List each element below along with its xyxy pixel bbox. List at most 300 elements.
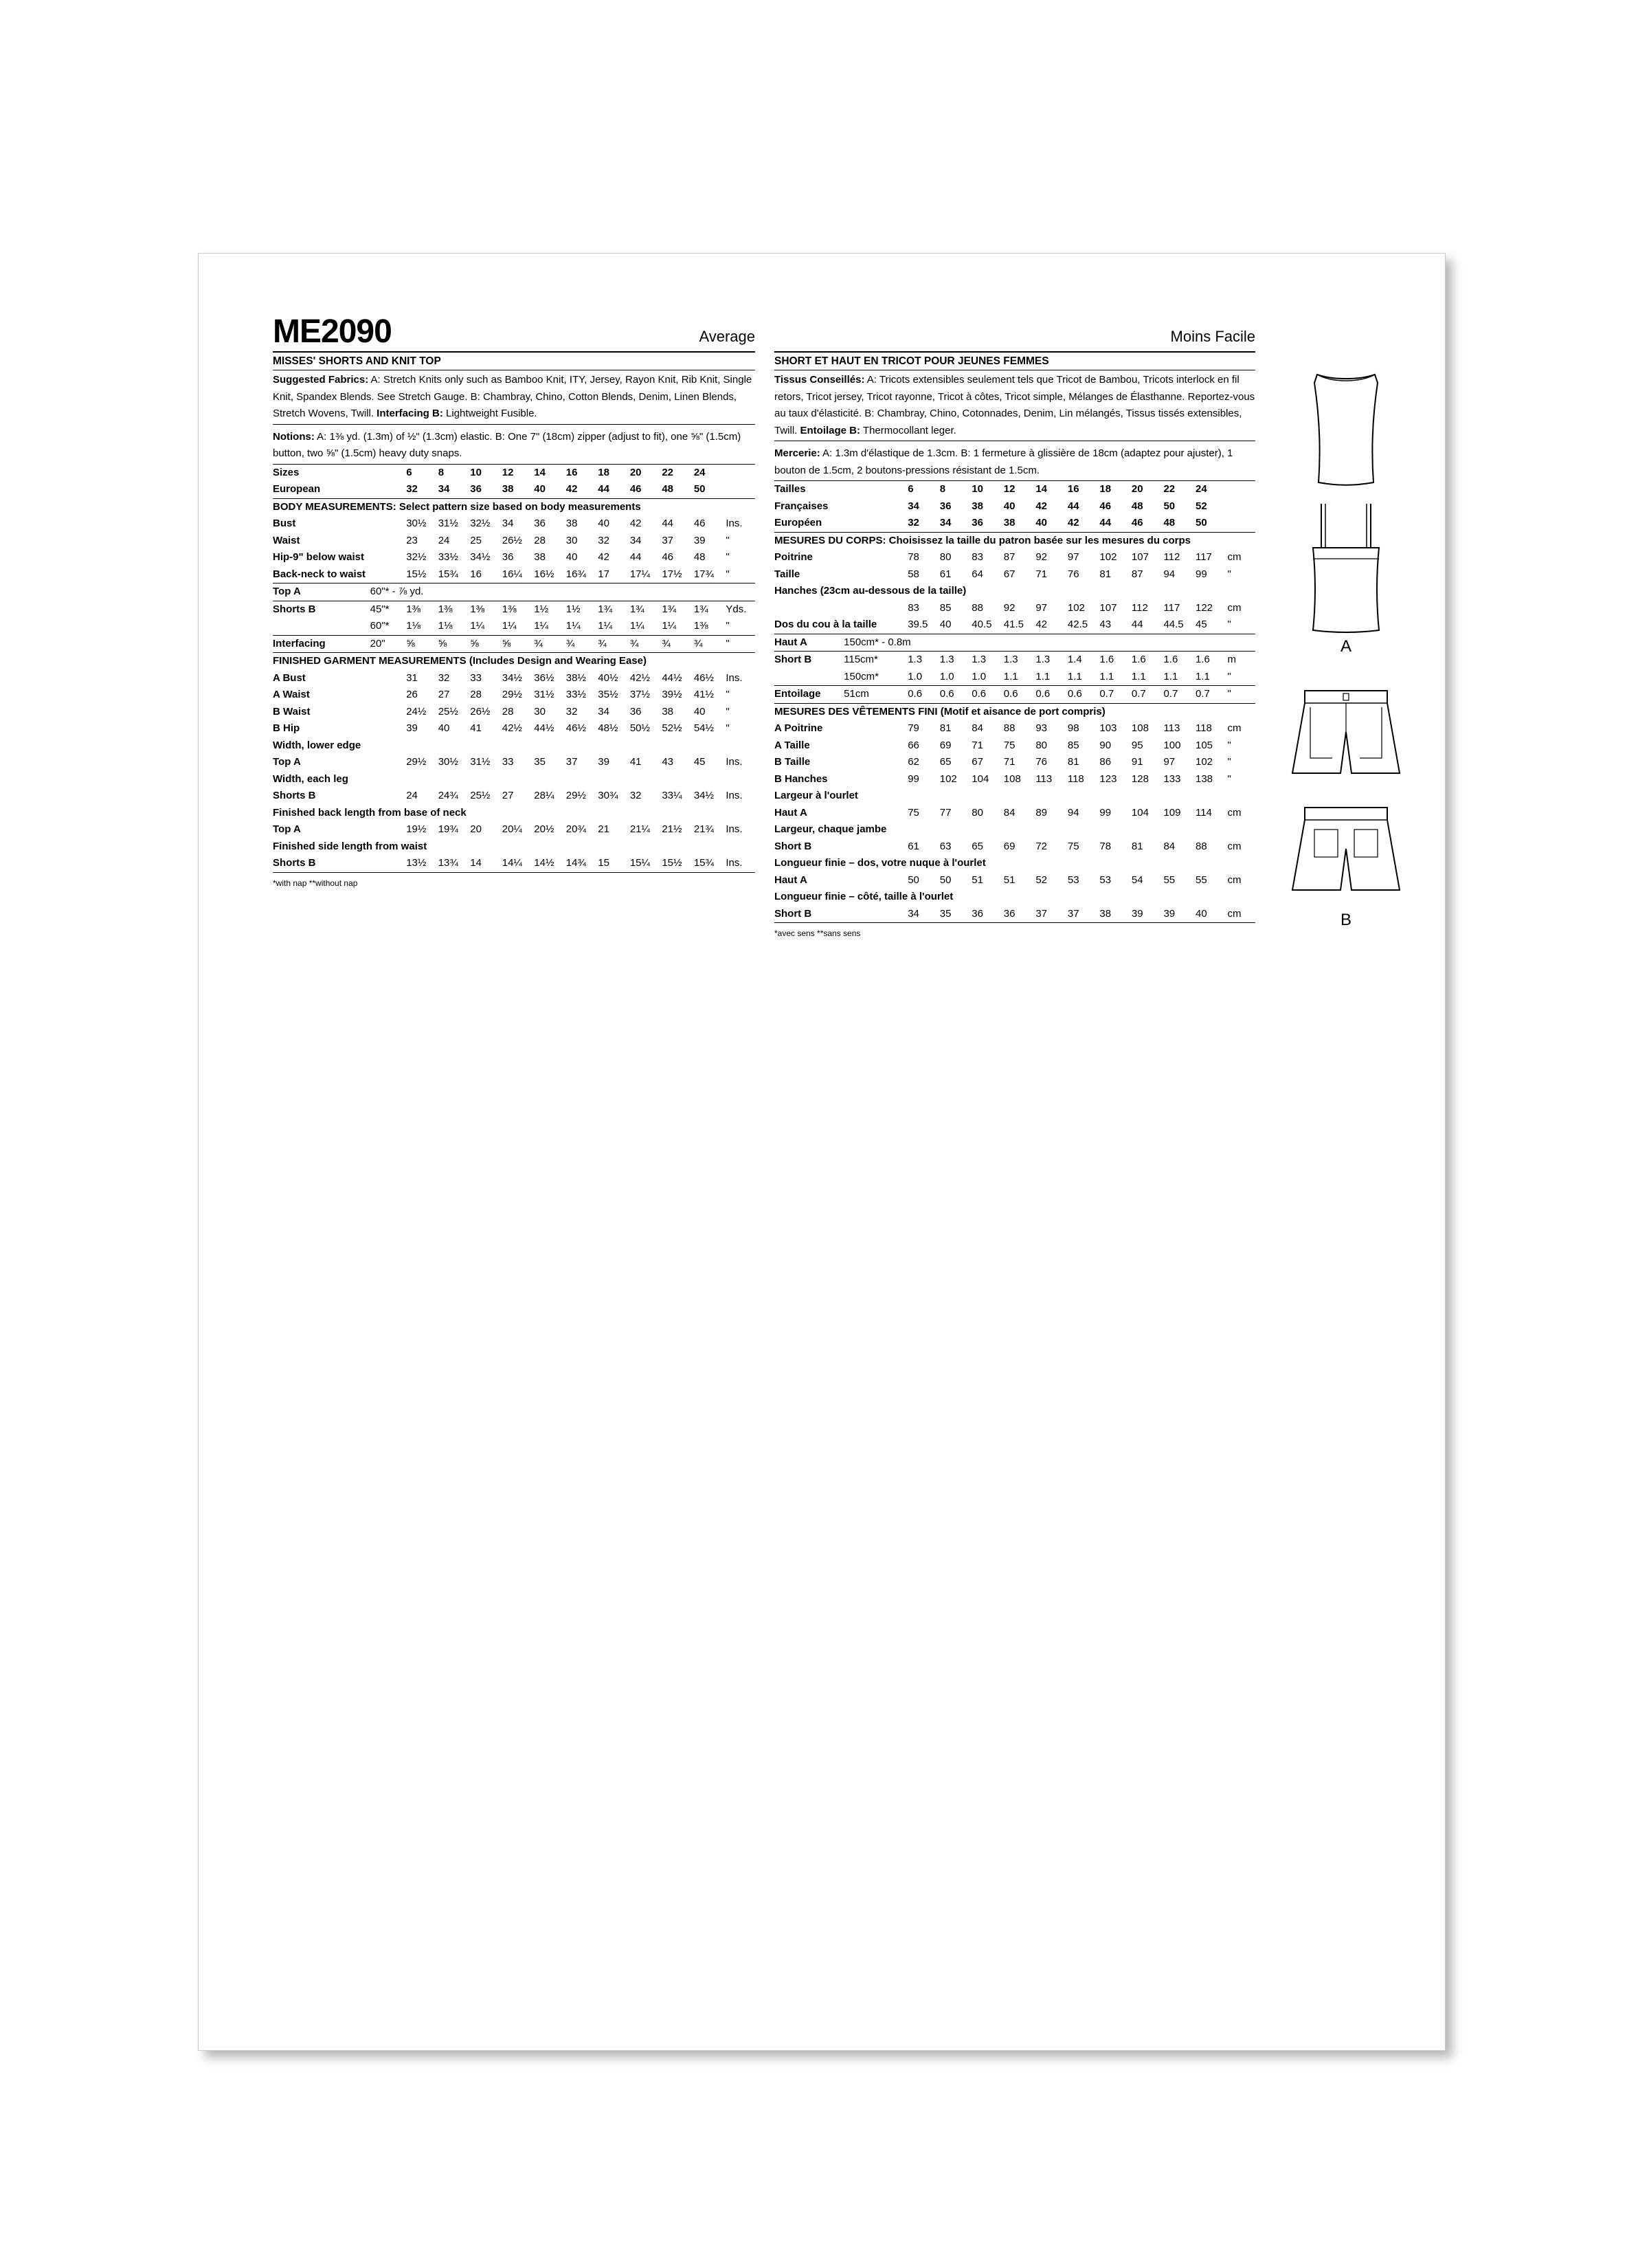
size-value: 133: [1163, 772, 1181, 785]
size-value: 77: [939, 806, 952, 819]
size-value: 15¾: [438, 566, 471, 583]
size-value: 29½: [565, 790, 586, 801]
size-value: 21: [598, 823, 609, 835]
unit: ": [726, 635, 755, 653]
table-row: [273, 670, 755, 687]
table-row: [273, 855, 755, 872]
size-value: 1¼: [534, 618, 566, 635]
unit: cm: [1227, 601, 1242, 614]
size-value: 32: [908, 515, 940, 532]
size-value: 62: [908, 756, 919, 768]
unit: ": [726, 551, 730, 563]
size-value: 99: [1099, 806, 1112, 819]
size-value: [972, 634, 1004, 652]
fabric-width: [370, 533, 407, 550]
size-value: 40: [1196, 906, 1228, 923]
size-value: 12: [1003, 483, 1016, 495]
size-value: 50: [694, 481, 726, 498]
size-value: 42.5: [1068, 616, 1100, 634]
table-row: [774, 754, 1255, 771]
size-value: 14½: [534, 855, 566, 872]
size-value: 33½: [565, 689, 586, 700]
size-value: 88: [1195, 840, 1207, 852]
size-value: 85: [939, 601, 952, 614]
size-value: 97: [1067, 551, 1079, 563]
size-value: 76: [1035, 756, 1048, 768]
row-label: A Bust: [273, 671, 306, 684]
size-value: 44½: [662, 671, 682, 684]
french-header: [774, 317, 1255, 347]
table-row: [774, 805, 1255, 822]
size-value: 36: [972, 515, 1004, 532]
size-value: 1¼: [598, 618, 630, 635]
size-value: 0.7: [1132, 686, 1164, 704]
row-label: Top A: [273, 756, 301, 768]
size-value: [940, 634, 972, 652]
row-label: Shorts B: [273, 790, 316, 801]
fabric-width: [844, 549, 908, 566]
row-label: Poitrine: [774, 551, 813, 563]
english-measurement-table: [273, 465, 755, 873]
row-label: B Waist: [273, 705, 311, 718]
french-title: SHORT ET HAUT EN TRICOT POUR JEUNES FEMMES: [774, 351, 1255, 370]
size-value: 105: [1195, 739, 1213, 751]
size-value: [908, 634, 940, 652]
size-value: 22: [662, 466, 674, 478]
size-value: ¾: [630, 635, 662, 653]
fabric-width: 45"*: [370, 603, 390, 615]
entoilage-label: Entoilage B:: [800, 424, 861, 436]
french-footnote: *avec sens **sans sens: [774, 929, 861, 938]
french-measurement-table: [774, 481, 1255, 923]
size-value: 41½: [693, 689, 715, 700]
size-value: 31½: [534, 689, 554, 700]
view-a-top-front-illustration: [1277, 369, 1415, 500]
row-label: [774, 669, 844, 686]
mercerie-text: A: 1.3m d'élastique de 1.3cm. B: 1 fermeture à glissière de 18cm (adaptez pour ajuster), 1 bouton de 1.5cm, 2 boutons-pressions résistant de 1.5cm.: [774, 447, 1233, 476]
notions-label: Notions:: [273, 430, 315, 443]
size-value: 0.7: [1099, 686, 1132, 704]
fabric-width: [844, 737, 908, 755]
table-row: [273, 687, 755, 704]
size-value: 34: [629, 534, 642, 546]
size-value: 1.1: [1068, 669, 1100, 686]
size-value: 32: [438, 671, 450, 684]
size-value: 21¼: [629, 823, 651, 835]
tissus-conseilles: [774, 370, 1255, 441]
unit: ": [1228, 669, 1255, 686]
size-value: 89: [1035, 806, 1048, 819]
size-value: 44: [662, 518, 674, 529]
size-value: 26½: [470, 705, 491, 718]
size-value: 45: [1196, 616, 1228, 634]
size-value: 1⅜: [406, 603, 421, 615]
table-row: [774, 600, 1255, 617]
size-value: 112: [1163, 551, 1180, 563]
table-row: [774, 821, 1255, 838]
french-difficulty-level: Moins Facile: [1170, 328, 1255, 345]
size-value: 32: [629, 790, 642, 801]
size-value: 99: [908, 772, 919, 785]
table-row: [774, 481, 1255, 498]
fabric-width: 150cm* - 0.8m: [844, 634, 908, 652]
size-value: 48: [1131, 500, 1143, 512]
size-value: 36½: [534, 671, 554, 684]
size-value: 1.6: [1195, 654, 1210, 665]
table-row: [273, 754, 755, 771]
size-value: 44: [1132, 616, 1164, 634]
size-value: [1132, 634, 1164, 652]
view-b-shorts-back-illustration: [1277, 801, 1415, 911]
table-row: [774, 515, 1255, 532]
table-row: [273, 549, 755, 566]
row-label: A Waist: [273, 689, 310, 700]
table-row: [273, 618, 755, 635]
unit: ": [1228, 686, 1255, 704]
size-value: 30: [534, 705, 546, 718]
size-value: 15½: [406, 566, 438, 583]
size-value: ¾: [534, 635, 566, 653]
size-value: 16: [565, 466, 578, 478]
size-value: 84: [1003, 806, 1016, 819]
table-row: [774, 652, 1255, 669]
table-row: [774, 838, 1255, 856]
row-label: Bust: [273, 518, 296, 529]
unit: Ins.: [726, 823, 743, 835]
size-value: 1.6: [1131, 654, 1146, 665]
size-value: 41.5: [1004, 616, 1036, 634]
size-value: 75: [1067, 840, 1079, 852]
size-value: 12: [502, 466, 514, 478]
size-value: 16¾: [566, 566, 598, 583]
unit: ": [1227, 756, 1231, 768]
table-row: [273, 515, 755, 533]
size-value: 17¾: [694, 566, 726, 583]
size-value: 14: [470, 855, 502, 872]
unit: Yds.: [726, 603, 747, 615]
size-value: 107: [1099, 601, 1117, 614]
fabric-width: [370, 515, 407, 533]
table-row: [273, 465, 755, 482]
size-value: 33: [502, 756, 514, 768]
size-value: 16: [1067, 483, 1079, 495]
size-value: 29½: [406, 756, 427, 768]
pattern-number: ME2090: [273, 313, 392, 350]
size-value: 30: [565, 534, 578, 546]
size-value: 39: [1163, 906, 1196, 923]
size-value: 19½: [406, 823, 427, 835]
size-value: 33: [470, 671, 482, 684]
size-value: 40: [1035, 515, 1068, 532]
size-value: 18: [1099, 483, 1112, 495]
size-value: 102: [1195, 756, 1213, 768]
section-heading: Largeur, chaque jambe: [774, 823, 887, 835]
table-row: [273, 566, 755, 583]
size-value: 40: [598, 518, 609, 529]
size-value: 38: [534, 551, 546, 563]
fabric-width: [370, 566, 407, 583]
size-value: 34: [438, 481, 471, 498]
fabric-width: [844, 754, 908, 771]
table-row: [273, 635, 755, 653]
row-label: Interfacing: [273, 635, 370, 653]
fabric-width: [370, 670, 407, 687]
size-value: 1.0: [908, 669, 940, 686]
size-value: ⅝: [502, 635, 535, 653]
table-row: [273, 788, 755, 805]
size-value: [694, 583, 726, 601]
size-value: ¾: [694, 635, 726, 653]
size-value: 39: [693, 534, 706, 546]
size-value: 78: [908, 551, 919, 563]
size-value: 83: [908, 601, 919, 614]
size-value: 84: [1163, 840, 1176, 852]
row-label: Françaises: [774, 500, 829, 512]
size-value: 40½: [598, 671, 618, 684]
fabric-width: [844, 600, 908, 617]
size-value: 97: [1163, 756, 1176, 768]
size-value: 35: [940, 906, 972, 923]
unit: ": [726, 705, 730, 718]
row-label: Hip-9" below waist: [273, 551, 364, 563]
row-label: Dos du cou à la taille: [774, 616, 844, 634]
size-value: 36: [939, 500, 952, 512]
size-value: 102: [1099, 551, 1117, 563]
section-heading: Finished side length from waist: [273, 840, 427, 852]
size-value: 128: [1131, 772, 1149, 785]
size-value: 39½: [662, 689, 682, 700]
size-value: ¾: [662, 635, 694, 653]
table-row: [273, 838, 755, 856]
size-value: 10: [470, 466, 482, 478]
fabric-width: [370, 481, 407, 498]
table-row: [774, 771, 1255, 788]
section-heading: Width, each leg: [273, 772, 348, 785]
size-value: 32: [598, 534, 609, 546]
size-value: 38: [502, 481, 535, 498]
size-value: [1004, 634, 1036, 652]
size-value: 0.6: [1068, 686, 1100, 704]
size-value: 92: [1035, 551, 1048, 563]
row-label: A Poitrine: [774, 722, 823, 734]
fabric-width: [844, 720, 908, 737]
size-value: 1⅛: [406, 618, 438, 635]
size-value: 14¾: [566, 855, 598, 872]
size-value: 1.1: [1099, 669, 1132, 686]
size-value: 0.6: [940, 686, 972, 704]
unit: [1228, 634, 1255, 652]
size-value: 83: [972, 551, 983, 563]
unit: Ins.: [726, 790, 743, 801]
size-value: 81: [1067, 756, 1079, 768]
size-value: 15½: [662, 855, 694, 872]
fabric-width: 115cm*: [844, 654, 878, 665]
row-label: [774, 600, 844, 617]
size-value: 39: [598, 756, 609, 768]
size-value: 14: [534, 466, 546, 478]
fabric-width: 51cm: [844, 686, 908, 704]
size-value: 64: [972, 568, 983, 580]
size-value: 87: [1131, 568, 1143, 580]
size-value: 36: [1004, 906, 1036, 923]
size-value: 1.0: [972, 669, 1004, 686]
row-label: Short B: [774, 840, 812, 852]
row-label: Entoilage: [774, 686, 844, 704]
size-value: 55: [1195, 874, 1207, 886]
unit: Ins.: [726, 855, 755, 872]
size-value: 38: [1004, 515, 1036, 532]
view-b-shorts-front-illustration: [1277, 684, 1415, 794]
size-value: 40: [940, 616, 972, 634]
size-value: 48: [693, 551, 706, 563]
mercerie: [774, 444, 1255, 481]
fabric-width: [844, 515, 908, 532]
size-value: 113: [1035, 772, 1053, 785]
fabric-width: 150cm*: [844, 669, 908, 686]
unit: ": [726, 689, 730, 700]
size-value: 0.6: [1004, 686, 1036, 704]
size-value: 1¼: [662, 618, 694, 635]
size-value: 46½: [693, 671, 715, 684]
view-b-label: B: [1340, 911, 1351, 929]
size-value: 69: [1003, 840, 1016, 852]
size-value: 15¼: [630, 855, 662, 872]
size-value: 32: [406, 481, 438, 498]
size-value: ¾: [566, 635, 598, 653]
size-value: 39.5: [908, 616, 940, 634]
size-value: [438, 583, 471, 601]
size-value: 1.6: [1163, 654, 1178, 665]
size-value: 102: [1067, 601, 1085, 614]
fabric-width: [844, 805, 908, 822]
unit: ": [1228, 616, 1255, 634]
view-a-label: A: [1340, 637, 1351, 656]
difficulty-level: Average: [699, 328, 755, 345]
size-value: 1⅜: [502, 603, 517, 615]
fabric-width: [370, 720, 407, 737]
section-heading: Width, lower edge: [273, 739, 361, 751]
size-value: 36: [629, 705, 642, 718]
english-footnote: *with nap **without nap: [273, 878, 358, 888]
row-label: Européen: [774, 515, 844, 532]
size-value: 25½: [470, 790, 491, 801]
size-value: 22: [1163, 483, 1176, 495]
table-row: [774, 498, 1255, 515]
size-value: 50: [908, 874, 919, 886]
size-value: [1035, 634, 1068, 652]
size-value: 75: [908, 806, 919, 819]
size-value: 10: [972, 483, 983, 495]
size-value: 40.5: [972, 616, 1004, 634]
size-value: 36: [534, 518, 546, 529]
size-value: 53: [1067, 874, 1079, 886]
size-value: 37: [1068, 906, 1100, 923]
table-row: [273, 771, 755, 788]
size-value: 51: [1003, 874, 1016, 886]
size-value: 6: [908, 483, 914, 495]
size-value: 17½: [662, 566, 694, 583]
size-value: ⅝: [406, 635, 438, 653]
table-row: [774, 788, 1255, 805]
size-value: 122: [1195, 601, 1213, 614]
table-row: [774, 872, 1255, 889]
size-value: 21½: [662, 823, 682, 835]
size-value: 75: [1003, 739, 1016, 751]
size-value: 36: [972, 906, 1004, 923]
size-value: 15: [598, 855, 630, 872]
size-value: 97: [1035, 601, 1048, 614]
size-value: 46: [1132, 515, 1164, 532]
pattern-title: MISSES' SHORTS AND KNIT TOP: [273, 351, 755, 370]
unit: cm: [1227, 840, 1242, 852]
size-value: 50: [1163, 500, 1176, 512]
size-value: 42: [1035, 500, 1048, 512]
size-value: 81: [939, 722, 952, 734]
size-value: 87: [1003, 551, 1016, 563]
size-value: 34: [598, 705, 609, 718]
fabric-width: [844, 481, 908, 498]
size-value: ¾: [598, 635, 630, 653]
size-value: 1¼: [502, 618, 535, 635]
size-value: 46: [1099, 500, 1112, 512]
fabric-width: [844, 906, 908, 923]
size-value: 1½: [565, 603, 581, 615]
unit: cm: [1227, 874, 1242, 886]
row-label: B Hip: [273, 722, 300, 734]
unit: [1228, 515, 1255, 532]
size-value: 51: [972, 874, 983, 886]
size-value: [630, 583, 662, 601]
fabric-width: [370, 855, 407, 872]
size-value: 44: [1099, 515, 1132, 532]
size-value: 107: [1131, 551, 1149, 563]
size-value: 99: [1195, 568, 1207, 580]
unit: Ins.: [726, 518, 743, 529]
row-label: Shorts B: [273, 603, 316, 615]
unit: ": [1227, 568, 1231, 580]
size-value: 15¾: [694, 855, 726, 872]
notions-text: A: 1⅜ yd. (1.3m) of ½" (1.3cm) elastic. B: One 7" (18cm) zipper (adjust to fit), one ⅝" (1.5cm) button, two ⅝" (1.5cm) heavy duty snaps.: [273, 430, 741, 459]
size-value: 46½: [565, 722, 586, 734]
size-value: 24: [438, 534, 450, 546]
size-value: 1.1: [1132, 669, 1164, 686]
size-value: 50: [939, 874, 952, 886]
size-value: 25½: [438, 705, 458, 718]
fabric-width: [844, 838, 908, 856]
fabric-width: 60"*: [370, 618, 407, 635]
notions: [273, 427, 755, 465]
table-row: [273, 653, 755, 670]
size-value: 0.6: [908, 686, 940, 704]
fabric-width: [844, 771, 908, 788]
size-value: 19¾: [438, 823, 458, 835]
size-value: 42: [598, 551, 609, 563]
size-value: 1¾: [598, 603, 613, 615]
size-value: 1¼: [470, 618, 502, 635]
table-row: [774, 906, 1255, 923]
row-label: Tailles: [774, 483, 806, 495]
size-value: 0.6: [972, 686, 1004, 704]
fabric-width: [370, 465, 407, 482]
size-value: [598, 583, 630, 601]
entoilage-text: Thermocollant leger.: [860, 424, 956, 436]
table-row: [774, 549, 1255, 566]
size-value: 1.4: [1067, 654, 1082, 665]
size-value: 79: [908, 722, 919, 734]
size-value: 102: [939, 772, 957, 785]
size-value: 45: [693, 756, 706, 768]
size-value: ⅝: [470, 635, 502, 653]
